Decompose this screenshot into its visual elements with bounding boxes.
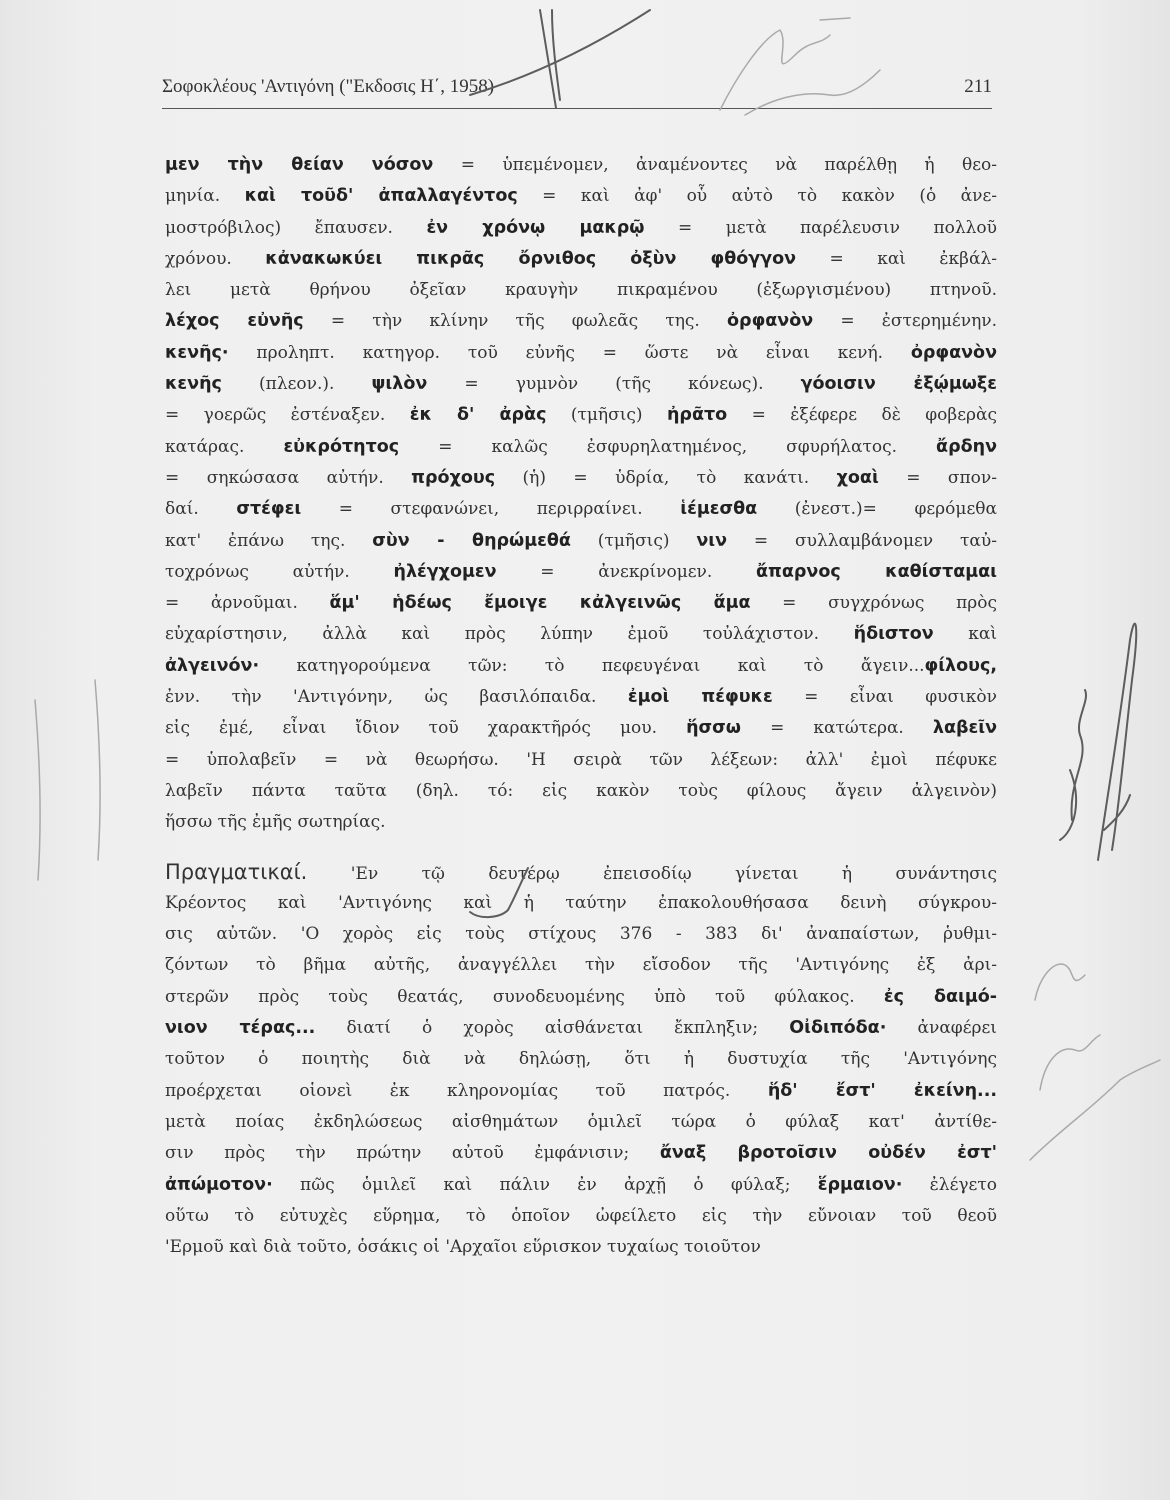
lemma: νιν — [696, 530, 728, 551]
gloss: 'Εν τῷ δευτέρῳ ἐπεισοδίῳ γίνεται ἡ συνάντησις — [307, 863, 997, 884]
gloss: = καλῶς ἐσφυρηλατημένος, σφυρήλατος. — [399, 436, 937, 457]
gloss: = γοερῶς ἐστέναξεν. — [165, 405, 410, 426]
gloss: μοστρόβιλος) ἔπαυσεν. — [165, 217, 427, 238]
text-line — [165, 1107, 997, 1138]
lemma: ἄναξ βροτοῖσιν οὐδέν ἐστ' — [659, 1143, 997, 1164]
gloss: πῶς ὁμιλεῖ καὶ πάλιν ἐν ἀρχῇ ὁ φύλαξ; — [272, 1174, 818, 1195]
lemma: κενῆς — [165, 374, 222, 395]
gloss: τοχρόνως αὐτήν. — [165, 561, 394, 582]
gloss: = ὑπεμένομεν, ἀναμένοντες νὰ παρέλθῃ ἡ θεο- — [433, 155, 998, 175]
gloss: κατ' ἐπάνω της. — [165, 530, 373, 551]
lemma: ἱέμεσθα — [680, 499, 758, 520]
gloss: = συγχρόνως πρὸς — [750, 593, 997, 614]
gloss: = τὴν κλίνην τῆς φωλεᾶς της. — [303, 311, 728, 332]
gloss: εἰς ἐμέ, εἶναι ἴδιον τοῦ χαρακτῆρός μου. — [165, 718, 687, 739]
text-line — [165, 338, 997, 369]
gloss: σις αὐτῶν. 'Ο χορὸς εἰς τοὺς στίχους 376 - 383 δι' ἀναπαίστων, ῥυθμι- — [165, 924, 997, 945]
gloss: = σηκώσασα αὐτήν. — [165, 467, 412, 488]
lemma: ἐμοὶ πέφυκε — [627, 687, 773, 708]
lemma: ἄπαρνος καθίσταμαι — [756, 561, 997, 582]
gloss: κατηγορούμενα τῶν: τὸ πεφευγέναι καὶ τὸ ἄγειν... — [259, 655, 925, 676]
gloss: = ἐξέφερε δὲ φοβερὰς — [727, 405, 997, 426]
gloss: = κατώτερα. — [741, 718, 933, 739]
gloss: προέρχεται οἱονεὶ ἐκ κληρονομίας τοῦ πατρός. — [165, 1080, 768, 1101]
text-line — [165, 588, 997, 619]
gloss: = καὶ ἀφ' οὗ αὐτὸ τὸ κακὸν (ὁ ἀνε- — [517, 186, 997, 207]
gloss: ζόντων τὸ βῆμα αὐτῆς, ἀναγγέλλει τὴν εἴσοδον τῆς 'Αντιγόνης ἐξ ἀρι- — [165, 955, 997, 976]
gloss: = συλλαμβάνομεν ταὐ- — [727, 530, 997, 551]
gloss: 'Ερμοῦ καὶ διὰ τοῦτο, ὁσάκις οἱ 'Αρχαῖοι εὕρισκον τυχαίως τοιοῦτον — [165, 1237, 761, 1258]
gloss: Κρέοντος καὶ 'Αντιγόνης καὶ ἡ ταύτην ἐπακολουθήσασα δεινὴ σύγκρου- — [165, 892, 997, 913]
text-line — [165, 557, 997, 588]
text-line — [165, 306, 997, 337]
text-line — [165, 463, 997, 494]
lemma: ψιλὸν — [371, 374, 428, 395]
text-line — [165, 1232, 997, 1263]
gloss: = ἀνεκρίνομεν. — [496, 561, 757, 582]
text-line — [165, 619, 997, 650]
gloss: λει μετὰ θρήνου ὀξεῖαν κραυγὴν πικραμένου (ἐξωργισμένου) πτηνοῦ. — [165, 280, 997, 301]
gloss: (τμῆσις) — [546, 405, 667, 426]
gloss: ἥσσω τῆς ἐμῆς σωτηρίας. — [165, 812, 386, 833]
text-line — [165, 745, 997, 776]
gloss: = εἶναι φυσικὸν — [772, 687, 997, 708]
page-number: 211 — [964, 76, 992, 97]
gloss: οὕτω τὸ εὐτυχὲς εὕρημα, τὸ ὁποῖον ὠφείλετο εἰς τὴν εὔνοιαν τοῦ θεοῦ — [165, 1205, 997, 1226]
text-line — [165, 150, 997, 181]
gloss: κατάρας. — [165, 436, 284, 457]
signature-margin-right — [1060, 624, 1136, 860]
gloss: (τμῆσις) — [570, 530, 697, 551]
gloss: = ἀρνοῦμαι. — [165, 593, 330, 614]
gloss: (πλεον.). — [221, 374, 372, 395]
lemma: ἥσσω — [686, 718, 742, 739]
lemma: κἀνακωκύει πικρᾶς ὄρνιθος ὀξὺν φθόγγον — [265, 248, 797, 269]
text-line — [165, 213, 997, 244]
lemma: σὺν - θηρώμεθά — [372, 530, 571, 551]
lemma: στέφει — [236, 499, 302, 520]
text-line — [165, 1013, 997, 1044]
running-title: Σοφοκλέους 'Αντιγόνη ("Εκδοσις Η΄, 1958) — [162, 76, 495, 97]
gloss: = μετὰ παρέλευσιν πολλοῦ — [644, 217, 997, 238]
lemma: ὀρφανὸν — [910, 342, 997, 363]
lemma: ἠρᾶτο — [666, 405, 728, 426]
lemma: λέχος εὐνῆς — [165, 311, 304, 332]
gloss: σιν πρὸς τὴν πρώτην αὐτοῦ ἐμφάνισιν; — [165, 1143, 660, 1164]
gloss: ἐνν. τὴν 'Αντιγόνην, ὡς βασιλόπαιδα. — [165, 687, 628, 708]
text-line — [165, 950, 997, 981]
lemma: χοαὶ — [836, 467, 879, 488]
lemma: ἐκ δ' ἀρὰς — [409, 405, 547, 426]
text-line — [165, 494, 997, 525]
gloss: λαβεῖν πάντα ταῦτα (δηλ. τό: εἰς κακὸν τοὺς φίλους ἄγειν ἀλγεινὸν) — [165, 780, 997, 801]
text-line — [165, 888, 997, 919]
gloss: στερῶν πρὸς τοὺς θεατάς, συνοδευομένης ὑπὸ τοῦ φύλακος. — [165, 986, 884, 1007]
lemma: Οἰδιπόδα· — [789, 1018, 887, 1039]
gloss: = γυμνὸν (τῆς κόνεως). — [427, 374, 801, 395]
gloss: καὶ — [933, 624, 997, 645]
lemma: ἠλέγχομεν — [393, 561, 497, 582]
gloss: = σπον- — [878, 467, 997, 488]
section-heading: Πραγματικαί. — [165, 859, 308, 884]
gloss: μηνία. — [165, 186, 245, 207]
lemma: ἀλγεινόν· — [165, 655, 260, 676]
text-line — [165, 807, 997, 838]
lemma: ἀπώμοτον· — [165, 1174, 273, 1195]
lemma: ἥδιστον — [853, 624, 934, 645]
text-line — [165, 776, 997, 807]
lemma: νιον τέρας... — [165, 1018, 316, 1039]
gloss: ἐλέγετο — [902, 1174, 997, 1195]
lemma: εὐκρότητος — [283, 436, 400, 457]
text-line — [165, 1044, 997, 1075]
text-line — [165, 651, 997, 682]
lemma: φίλους, — [924, 655, 997, 676]
gloss: διατί ὁ χορὸς αἰσθάνεται ἔκπληξιν; — [315, 1018, 790, 1039]
text-line — [165, 244, 997, 275]
text-line — [165, 1076, 997, 1107]
text-line — [165, 713, 997, 744]
faint-signature-lower-right — [1030, 964, 1160, 1160]
text-line — [165, 400, 997, 431]
lemma: πρόχους — [411, 467, 496, 488]
gloss: = ἐστερημένην. — [813, 311, 997, 332]
header-rule — [162, 108, 992, 109]
text-line — [165, 857, 997, 888]
text-line — [165, 982, 997, 1013]
lemma: ἄρδην — [936, 436, 997, 457]
lemma: ἐς δαιμό- — [883, 986, 997, 1007]
commentary-text — [165, 150, 997, 1263]
gloss: χρόνου. — [165, 248, 266, 269]
text-line — [165, 1138, 997, 1169]
lemma: μεν τὴν θείαν νόσον — [165, 155, 434, 175]
gloss: τοῦτον ὁ ποιητὴς διὰ νὰ δηλώσῃ, ὅτι ἡ δυστυχία τῆς 'Αντιγόνης — [165, 1049, 997, 1070]
text-line — [165, 181, 997, 212]
text-line — [165, 919, 997, 950]
gloss: (ἐνεστ.)= φερόμεθα — [757, 499, 997, 520]
gloss: προληπτ. κατηγορ. τοῦ εὐνῆς = ὥστε νὰ εἶναι κενή. — [228, 342, 911, 363]
gloss: εὐχαρίστησιν, ἀλλὰ καὶ πρὸς λύπην ἐμοῦ τοὐλάχιστον. — [165, 624, 854, 645]
text-line — [165, 369, 997, 400]
text-line — [165, 526, 997, 557]
text-line — [165, 1201, 997, 1232]
lemma: λαβεῖν — [932, 718, 997, 739]
text-line — [165, 275, 997, 306]
lemma: ἐν χρόνῳ μακρῷ — [426, 217, 645, 238]
lemma: γόοισιν ἐξῴμωξε — [800, 374, 997, 395]
gloss: (ἡ) = ὑδρία, τὸ κανάτι. — [495, 467, 837, 488]
text-line — [165, 682, 997, 713]
lemma: ἅμ' ἡδέως ἔμοιγε κἀλγεινῶς ἅμα — [329, 593, 751, 614]
lemma: κενῆς· — [165, 342, 229, 363]
gloss: ἀναφέρει — [886, 1018, 997, 1039]
lemma: ἕρμαιον· — [817, 1174, 903, 1195]
text-line — [165, 1170, 997, 1201]
lemma: καὶ τοῦδ' ἀπαλλαγέντος — [244, 186, 518, 207]
lemma: ἥδ' ἔστ' ἐκείνη... — [767, 1080, 997, 1101]
running-header — [162, 76, 992, 106]
gloss: = στεφανώνει, περιρραίνει. — [301, 499, 681, 520]
gloss: μετὰ ποίας ἐκδηλώσεως αἰσθημάτων ὁμιλεῖ τώρα ὁ φύλαξ κατ' ἀντίθε- — [165, 1111, 997, 1132]
gloss: = ὑπολαβεῖν = νὰ θεωρήσω. 'Η σειρὰ τῶν λέξεων: ἀλλ' ἐμοὶ πέφυκε — [165, 749, 997, 770]
text-line — [165, 432, 997, 463]
faint-marks-left-margin — [35, 680, 100, 880]
gloss: = καὶ ἐκβάλ- — [796, 248, 997, 269]
gloss: δαί. — [165, 499, 237, 520]
lemma: ὀρφανὸν — [727, 311, 814, 332]
